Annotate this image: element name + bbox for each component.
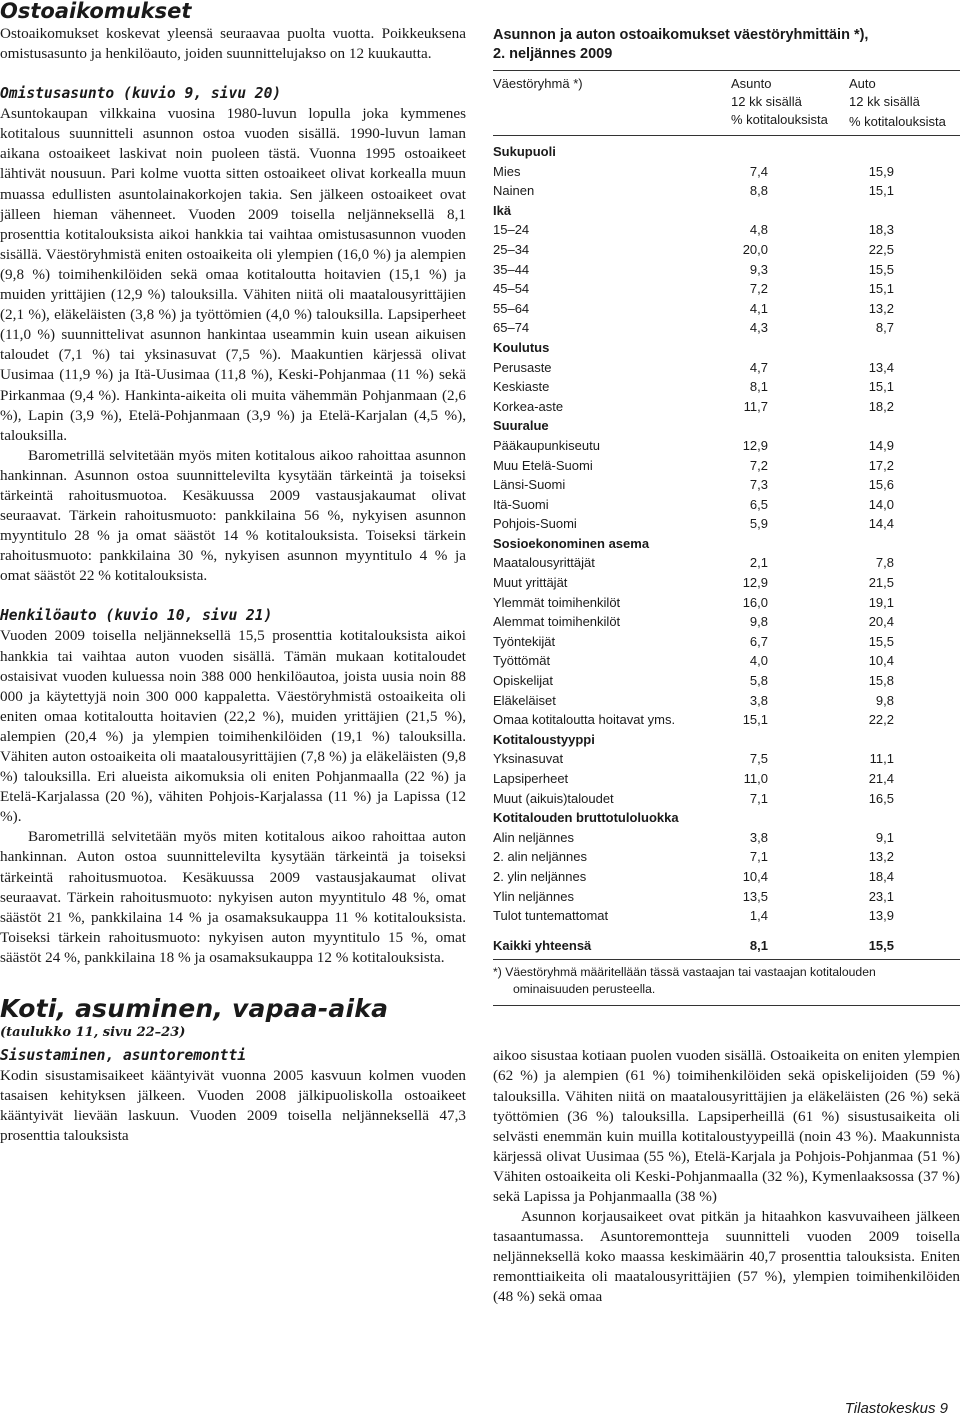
row-car-value: 18,3	[868, 222, 894, 238]
row-housing-value: 7,4	[749, 163, 768, 179]
table-row	[493, 867, 960, 887]
row-housing-value: 7,2	[749, 281, 768, 297]
row-housing-value: 7,3	[749, 477, 768, 493]
table-row	[493, 514, 960, 534]
row-car-value: 18,2	[868, 398, 894, 414]
row-car-value: 10,4	[868, 653, 894, 669]
table-row	[493, 887, 960, 907]
table-header	[493, 71, 960, 135]
table-title-line-2: 2. neljännes 2009	[493, 46, 613, 62]
row-label: 45–54	[493, 281, 530, 297]
row-car-value: 16,5	[868, 790, 894, 806]
row-car-value: 18,4	[868, 868, 894, 884]
row-housing-value: 8,8	[749, 183, 768, 199]
table-row	[493, 632, 960, 652]
row-label: Alin neljännes	[493, 829, 574, 845]
table-row	[493, 573, 960, 593]
right-paragraph-2: Asunnon korjausaikeet ovat pitkän ja hitaahkon kasvuvaiheen jälkeen tasaantumassa. Asuntoremontteja suunnitteli vuoden 2009 toisella neljänneksellä koko maassa keskimäärin 40,7 prosenttia talouksista. Eniten remonttiaikeita oli maatalousyrittäjien (57 %), ylempien toimihenkilöiden (48 %) sekä omaa	[493, 1208, 960, 1306]
total-car-value: 15,5	[868, 937, 894, 953]
intro-paragraph: Ostoaikomukset koskevat yleensä seuraavaa puolta vuotta. Poikkeuksena omistusasunto ja henkilöauto, joiden suunnittelujakso on 12 kuukautta.	[0, 25, 466, 63]
table-row	[493, 651, 960, 671]
row-housing-value: 6,7	[749, 633, 768, 649]
row-label: Omaa kotitaloutta hoitavat yms.	[493, 712, 676, 728]
table-row	[493, 475, 960, 495]
table-row	[493, 220, 960, 240]
row-housing-value: 4,1	[749, 300, 768, 316]
header-car-line-2: 12 kk sisällä	[849, 94, 920, 109]
header-housing-line-2: 12 kk sisällä	[731, 94, 802, 109]
page-footer: Tilastokeskus 9	[844, 1400, 948, 1417]
table-row	[493, 749, 960, 769]
row-label: 2. alin neljännes	[493, 849, 587, 865]
row-car-value: 8,7	[875, 320, 894, 336]
header-housing-line-1: Asunto	[731, 76, 772, 91]
row-housing-value: 3,8	[749, 829, 768, 845]
row-housing-value: 10,4	[742, 868, 768, 884]
table-row	[493, 691, 960, 711]
header-car-line-1: Auto	[849, 76, 876, 91]
row-housing-value: 7,5	[749, 751, 768, 767]
table-row	[493, 828, 960, 848]
table-row	[493, 436, 960, 456]
section-title: Ostoaikomukset	[0, 0, 192, 23]
table-group-heading: Sukupuoli	[493, 144, 556, 159]
table-bottom-rule	[493, 959, 960, 960]
row-housing-value: 4,7	[749, 359, 768, 375]
row-label: 2. ylin neljännes	[493, 868, 587, 884]
row-housing-value: 9,3	[749, 261, 768, 277]
row-car-value: 21,5	[868, 575, 894, 591]
row-car-value: 13,2	[868, 849, 894, 865]
row-label: Työntekijät	[493, 633, 556, 649]
row-label: Opiskelijat	[493, 673, 553, 689]
row-label: Länsi-Suomi	[493, 477, 566, 493]
row-car-value: 15,5	[868, 261, 894, 277]
table-row	[493, 377, 960, 397]
row-label: Maatalousyrittäjät	[493, 555, 595, 571]
row-housing-value: 7,1	[749, 849, 768, 865]
row-housing-value: 4,8	[749, 222, 768, 238]
row-label: Pohjois-Suomi	[493, 516, 577, 532]
row-car-value: 17,2	[868, 457, 894, 473]
table-row	[493, 553, 960, 573]
table-group-heading: Suuralue	[493, 418, 549, 434]
table-row	[493, 318, 960, 338]
purchase-intentions-table	[493, 71, 960, 1006]
row-label: Keskiaste	[493, 379, 550, 395]
table-row	[493, 495, 960, 515]
row-label: Pääkaupunkiseutu	[493, 437, 600, 453]
home-section-reference: (taulukko 11, sivu 22–23)	[0, 1025, 186, 1041]
table-row	[493, 612, 960, 632]
row-label: Itä-Suomi	[493, 496, 549, 512]
table-row	[493, 710, 960, 730]
table-title-line-1: Asunnon ja auton ostoaikomukset väestöryhmittäin *),	[493, 27, 869, 43]
row-car-value: 13,9	[868, 908, 894, 924]
right-paragraph-1: aikoo sisustaa kotiaan puolen vuoden sisällä. Ostoaikeita on eniten ylempien (62 %) ja alempien (61 %) toimihenkilöiden sekä opiskelijoiden (59 %) talouksilla. Vähiten niitä on maatalousyrittäjien ja eläkeläisten (26 %) sekä työttömien (36 %) talouksilla. Lapsiperheillä (61 %) sisustusaikeita oli selvästi enemmän kuin muilla kotitaloustyypeillä (noin 43 %). Maakunnista kärjessä olivat Uusimaa (55 %), Etelä-Karjala ja Pohjois-Pohjanmaa (51 %) Vähiten ostoaikeita oli Keski-Pohjanmaalla (32 %), Kymenlaaksossa (37 %) sekä Lapissa ja Pohjanmaalla (38 %)	[493, 1047, 960, 1205]
row-housing-value: 12,9	[742, 575, 768, 591]
row-label: Korkea-aste	[493, 398, 564, 414]
header-housing-line-3: % kotitalouksista	[731, 112, 828, 127]
row-car-value: 14,9	[868, 437, 894, 453]
row-label: Perusaste	[493, 359, 552, 375]
footnote-line-1: *) Väestöryhmä määritellään tässä vastaajan tai vastaajan kotitalouden	[493, 965, 876, 980]
row-housing-value: 11,7	[743, 398, 768, 414]
total-label: Kaikki yhteensä	[493, 937, 592, 953]
car-heading: Henkilöauto (kuvio 10, sivu 21)	[0, 607, 273, 625]
row-car-value: 7,8	[875, 555, 894, 571]
table-body	[493, 142, 960, 926]
row-car-value: 15,9	[868, 163, 894, 179]
table-row	[493, 397, 960, 417]
row-housing-value: 4,3	[749, 320, 768, 336]
table-row	[493, 162, 960, 182]
row-label: Yksinasuvat	[493, 751, 564, 767]
table-group-heading: Ikä	[493, 202, 512, 218]
row-car-value: 23,1	[868, 888, 894, 904]
home-section-title: Koti, asuminen, vapaa-aika	[0, 994, 389, 1024]
row-label: Muut (aikuis)taloudet	[493, 790, 614, 806]
table-total-row	[493, 936, 960, 956]
renovation-heading: Sisustaminen, asuntoremontti	[0, 1047, 247, 1065]
row-housing-value: 3,8	[749, 692, 768, 708]
row-car-value: 9,1	[875, 829, 894, 845]
row-housing-value: 6,5	[749, 496, 768, 512]
footnote-line-2: ominaisuuden perusteella.	[513, 981, 656, 996]
table-row	[493, 906, 960, 926]
row-car-value: 15,1	[868, 379, 894, 395]
table-group-heading: Kotitalouden bruttotuloluokka	[493, 810, 679, 826]
table-row	[493, 181, 960, 201]
row-label: Muu Etelä-Suomi	[493, 457, 593, 473]
total-housing-value: 8,1	[749, 937, 768, 953]
row-car-value: 21,4	[868, 771, 894, 786]
header-population-group: Väestöryhmä *)	[493, 76, 583, 91]
row-car-value: 13,2	[868, 300, 894, 316]
row-housing-value: 12,9	[742, 437, 768, 453]
row-housing-value: 11,0	[743, 771, 768, 786]
row-housing-value: 7,2	[749, 457, 768, 473]
car-paragraph-2: Barometrillä selvitetään myös miten kotitalous aikoo rahoittaa auton hankinnan. Auton ostoa suunnittelevilta kysytään tärkeintä ja toiseksi tärkeintä rahoitusmuotoa. Kesäkuussa 2009 vastausjakaumat olivat seuraavat. Tärkein rahoitusmuoto: nykyisen auton myyntitulo 48 %, omat säästöt 21 %, pankkilaina 14 % ja osamaksukauppa 11 % kotitalouksista. Toiseksi tärkein rahoitusmuoto: nykyisen auton myyntitulo 15 %, omat säästöt 24 %, pankkilaina 18 % ja osamaksukauppa 12 % kotitalouksista.	[0, 828, 466, 966]
table-row	[493, 358, 960, 378]
right-column	[493, 0, 960, 1308]
row-car-value: 19,1	[868, 594, 894, 610]
row-car-value: 22,5	[868, 241, 894, 257]
table-row	[493, 456, 960, 476]
row-car-value: 22,2	[868, 712, 894, 728]
row-label: Alemmat toimihenkilöt	[493, 614, 621, 630]
row-housing-value: 7,1	[749, 790, 768, 806]
table-row	[493, 789, 960, 809]
row-car-value: 15,6	[868, 477, 894, 493]
row-housing-value: 8,1	[749, 379, 768, 395]
table-row	[493, 847, 960, 867]
row-housing-value: 5,9	[749, 516, 768, 532]
row-label: 25–34	[493, 241, 530, 257]
car-paragraph-1: Vuoden 2009 toisella neljänneksellä 15,5 prosenttia kotitalouksista aikoi hankkia tai vaihtaa auton vuoden sisällä. Tämän mukaan kotitaloudet ostaisivat vuoden kuluessa noin 388 000 henkilöautoa, joista uusia noin 88 000 ja käytettyjä noin 300 000 kappaletta. Väestöryhmistä ostoaikeita oli eniten omaa kotitaloutta hoitavien (22,2 %), muiden yrittäjien (21,5 %), alempien (20,4 %) ja ylempien toimihenkilöiden (19,1 %) talouksilla. Vähiten auton ostoaikeita oli maatalousyrittäjien (7,8 %) ja eläkeläisten (9,8 %) talouksilla. Eri alueista aikomuksia oli eniten Pohjanmaalla (22 %) ja Etelä-Karjalassa (20 %), vähiten Pohjois-Karjalassa (11 %) ja Lapissa (12 %).	[0, 627, 466, 826]
row-housing-value: 15,1	[742, 712, 768, 728]
row-housing-value: 9,8	[749, 614, 768, 630]
row-housing-value: 1,4	[749, 908, 768, 924]
row-housing-value: 4,0	[749, 653, 768, 669]
housing-heading: Omistusasunto (kuvio 9, sivu 20)	[0, 85, 282, 103]
row-housing-value: 2,1	[749, 555, 768, 571]
row-housing-value: 5,8	[749, 673, 768, 689]
table-row	[493, 593, 960, 613]
header-car-line-3: % kotitalouksista	[849, 114, 946, 129]
row-car-value: 14,4	[868, 516, 894, 532]
table-row	[493, 279, 960, 299]
row-car-value: 9,8	[875, 692, 894, 708]
row-label: 65–74	[493, 320, 530, 336]
table-footnote	[493, 964, 960, 997]
row-label: Työttömät	[493, 653, 551, 669]
table-group-heading: Koulutus	[493, 339, 550, 355]
left-column	[0, 0, 466, 1146]
row-car-value: 15,5	[868, 633, 894, 649]
table-row	[493, 260, 960, 280]
row-label: 15–24	[493, 222, 530, 238]
table-row	[493, 240, 960, 260]
row-label: 35–44	[493, 261, 530, 277]
row-label: Nainen	[493, 183, 535, 199]
table-group-heading: Sosioekonominen asema	[493, 535, 650, 551]
row-label: Lapsiperheet	[493, 771, 569, 786]
row-car-value: 20,4	[868, 614, 894, 630]
row-car-value: 15,8	[868, 673, 894, 689]
row-car-value: 13,4	[868, 359, 894, 375]
row-label: Eläkeläiset	[493, 692, 556, 708]
row-label: Ylemmät toimihenkilöt	[493, 594, 621, 610]
table-group-heading: Kotitaloustyyppi	[493, 731, 595, 747]
row-car-value: 11,1	[869, 751, 894, 767]
table-row	[493, 671, 960, 691]
row-label: Ylin neljännes	[493, 888, 574, 904]
row-housing-value: 13,5	[742, 888, 768, 904]
row-label: 55–64	[493, 300, 530, 316]
row-car-value: 15,1	[868, 183, 894, 199]
row-housing-value: 16,0	[742, 594, 768, 610]
row-label: Mies	[493, 163, 521, 179]
housing-paragraph-2: Barometrillä selvitetään myös miten kotitalous aikoo rahoittaa asunnon hankinnan. Asunnon ostoa suunnittelevilta kysytään tärkeintä ja toiseksi tärkeintä rahoitusmuotoa. Kesäkuussa 2009 vastausjakaumat olivat seuraavat. Tärkein rahoitusmuoto: pankkilaina 56 %, nykyisen asunnon myyntitulo 28 % ja omat säästöt 14 % kotitalouksista. Toiseksi tärkein rahoitusmuoto: pankkilaina 30 %, nykyisen asunnon myyntitulo 4 % ja omat säästöt 22 % kotitalouksista.	[0, 446, 466, 585]
row-car-value: 15,1	[868, 281, 894, 297]
row-car-value: 14,0	[868, 496, 894, 512]
row-housing-value: 20,0	[742, 241, 768, 257]
renovation-paragraph: Kodin sisustamisaikeet kääntyivät vuonna 2005 kasvuun kolmen vuoden tasaisen kehityksen jälkeen. Vuoden 2008 jälkipuoliskolla ostoaikeet kääntyivät lievään laskuun. Vuoden 2009 toisella neljänneksellä 47,3 prosenttia talouksista	[0, 1067, 466, 1145]
table-row	[493, 769, 960, 789]
row-label: Muut yrittäjät	[493, 575, 568, 591]
table-row	[493, 299, 960, 319]
row-label: Tulot tuntemattomat	[493, 908, 609, 924]
housing-paragraph-1: Asuntokaupan vilkkaina vuosina 1980-luvun lopulla joka kymmenes kotitalous suunnitteli asunnon ostoa vuoden sisällä. 1990-luvun laman aikana ostoaikeet laskivat noin puoleen tästä. Vuonna 1995 ostoaikeet lähtivät nousuun. Pari kolme vuotta sitten ostoaikeet olivat korkealla muun muassa edullisten asuntolainakorkojen takia. Sen jälkeen ostoaikeet ovat jälleen hieman vähenneet. Vuoden 2009 toisella neljänneksellä 8,1 prosenttia kotitalouksista aikoi hankkia tai vaihtaa omistusasunnon vuoden sisällä. Väestöryhmistä eniten ostoaikeita oli ylempien (16,0 %) ja alempien (9,8 %) toimihenkilöiden sekä omaa kotitaloutta hoitavien (15,1 %) ja muiden yrittäjien (12,9 %) talouksilla. Vähiten niitä oli maatalousyrittäjien (2,1 %), eläkeläisten (3,8 %) ja työttömien (4,0 %) talouksilla. Lapsiperheet (11,0 %) suunnittelivat asunnon hankintaa useammin kuin usean aikuisen taloudet (7,1 %) tai yksinasuvat (7,5 %). Maakuntien kärjessä olivat Uusimaa (11,9 %) ja Itä-Uusimaa (11,8 %), Keski-Pohjanmaa (11 %) sekä Pirkanmaa (9,4 %). Hankinta-aikeita oli muita vähemmän Pohjanmaan (2,6 %), Lapin (3,9 %), Etelä-Pohjanmaan (3,9 %) ja Etelä-Karjalan (4,5 %), talouksilla.	[0, 105, 466, 444]
